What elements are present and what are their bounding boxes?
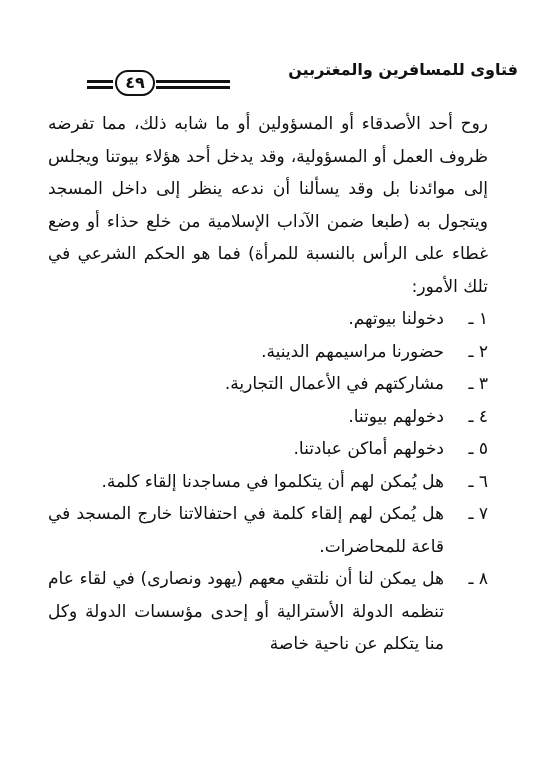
- list-item: [48, 401, 488, 434]
- item-number: ٢ ـ: [468, 341, 488, 362]
- item-number: ٦ ـ: [468, 471, 488, 492]
- page-number: ٤٩: [115, 70, 155, 96]
- list-item: [48, 466, 488, 499]
- list-item: [48, 336, 488, 369]
- item-text: حضورنا مراسيمهم الدينية.: [261, 341, 444, 362]
- header-rule: [87, 80, 113, 83]
- item-number: ٨ ـ: [468, 569, 488, 589]
- item-number: ١ ـ: [468, 309, 488, 329]
- item-text: دخولهم أماكن عبادتنا.: [293, 439, 444, 459]
- item-text: هل يُمكن لهم إلقاء كلمة في احتفالاتنا خارج المسجد في قاعة للمحاضرات.: [48, 504, 444, 557]
- list-item: [48, 563, 488, 661]
- header-rule: [156, 86, 230, 89]
- item-text: هل يُمكن لهم أن يتكلموا في مساجدنا إلقاء كلمة.: [101, 471, 444, 492]
- header-rule: [87, 86, 113, 89]
- item-number: ٤ ـ: [468, 406, 488, 427]
- list-item: [48, 303, 488, 336]
- list-item: [48, 368, 488, 401]
- page-number-ornament: [82, 74, 232, 96]
- list-item: [48, 433, 488, 466]
- item-text: دخولنا بيوتهم.: [348, 309, 444, 329]
- header-rule: [156, 80, 230, 83]
- item-text: هل يمكن لنا أن نلتقي معهم (يهود ونصارى) في لقاء عام تنظمه الدولة الأسترالية أو إحدى مؤسسات الدولة وكل منا يتكلم عن ناحية خاصة: [48, 569, 444, 654]
- body-text: [48, 108, 488, 661]
- page-header: [82, 54, 518, 98]
- item-number: ٣ ـ: [468, 374, 488, 394]
- question-list: [48, 303, 488, 661]
- item-text: دخولهم بيوتنا.: [348, 406, 444, 427]
- list-item: [48, 498, 488, 563]
- item-number: ٧ ـ: [468, 504, 488, 524]
- intro-paragraph: روح أحد الأصدقاء أو المسؤولين أو ما شابه ذلك، مما تفرضه ظروف العمل أو المسؤولية، وقد يدخل أحد هؤلاء بيوتنا ويجلس إلى موائدنا بل وقد يسألنا أن ندعه ينظر إلى داخل المسجد ويتجول به (طبعا ضمن الآداب الإسلامية من خلع حذاء أو وضع غطاء على الرأس بالنسبة للمرأة) فما هو الحكم الشرعي في تلك الأمور:: [48, 114, 488, 297]
- item-number: ٥ ـ: [468, 439, 488, 459]
- item-text: مشاركتهم في الأعمال التجارية.: [224, 374, 444, 394]
- running-title: فتاوى للمسافرين والمغتربين: [288, 60, 518, 79]
